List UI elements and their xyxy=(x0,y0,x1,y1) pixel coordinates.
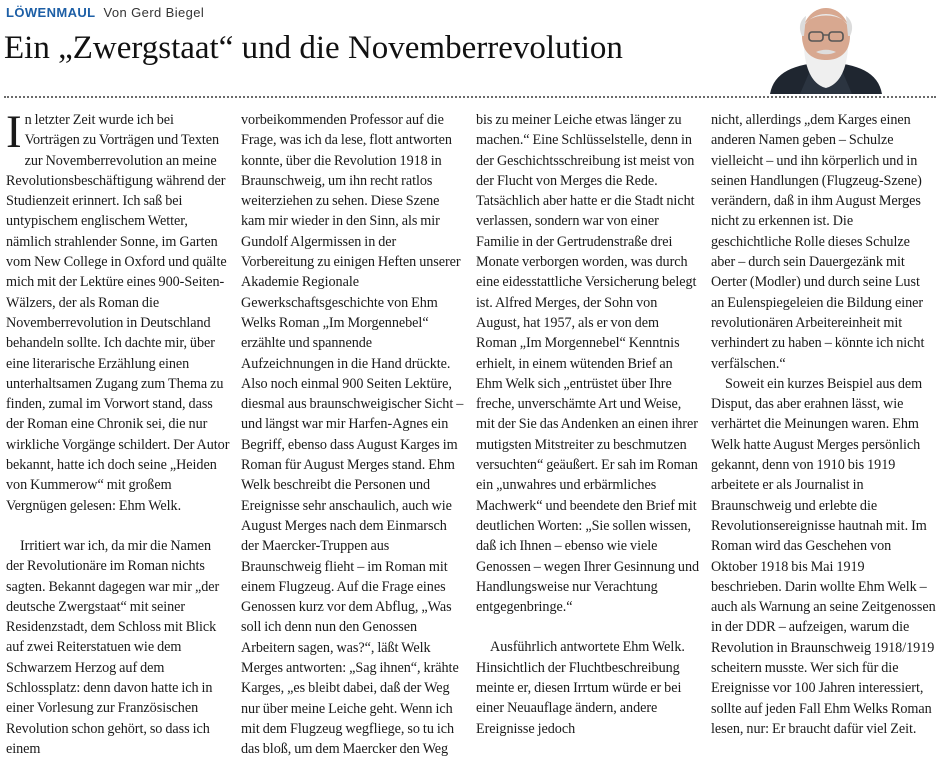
paragraph: nicht, allerdings „dem Karges einen anderen Namen geben – Schulze vielleicht – und ihn körperlich und in seinen Handlungen (Flugzeug-Szene) verändern, daß in ihm August Merges nicht zu erkennen ist. Die geschichtliche Rolle dieses Schulze aber – durch sein Dauergezänk mit Oerter (Modler) und durch seine Lust an Eulenspiegeleien die Bildung einer revolutionären Arbeitereinheit mit verhindert zu haben – könnte ich nicht verfälschen.“ xyxy=(711,112,925,372)
text-column-2 xyxy=(241,110,466,758)
text-column-4 xyxy=(711,110,936,737)
paragraph: vorbeikommenden Professor auf die Frage, was ich da lese, flott antworten konnte, über die Revolution 1918 in Braunschweig, um ihn recht ratlos weiterziehen zu sehen. Diese Szene kam mir wieder in den Sinn, als mir Gundolf Algermissen in der Vorbereitung zu einigen Heften unserer Akademie Regionale Gewerkschaftsgeschichte von Ehm Welks Roman „Im Morgennebel“ erzählte und spannende Aufzeichnungen in die Hand drückte. Also noch einmal 900 Seiten Lektüre, diesmal aus braunschweigischer Sicht – und längst war mir Harfen-Agnes ein Begriff, ebenso dass August Karges im Roman für August Merges stand. Ehm Welk beschreibt die Personen und Ereignisse sehr anschaulich, auch wie August Merges nach dem Einmarsch der Maercker-Truppen aus Braunschweig flieht – im Roman mit einem Flugzeug. Auf die Frage eines Genossen kurz vor dem Abflug, „Was soll ich denn nun den Genossen Arbeitern sagen, was?“, läßt Welk Merges antworten: „Sag ihnen“, krähte Karges, „es bleibt dabei, daß der Weg nur über meine Leiche geht. Wenn ich mit dem Flugzeug wegfliege, so tu ich das bloß, um dem Maercker den Weg xyxy=(241,112,464,758)
text-column-1 xyxy=(6,106,231,757)
article-headline: Ein „Zwergstaat“ und die Novemberrevolution xyxy=(4,30,623,66)
paragraph: Irritiert war ich, da mir die Namen der Revolutionäre im Roman nichts sagten. Bekannt dagegen war mir „der deutsche Zwergstaat“ mit seiner Residenzstadt, dem Schloss mit Blick auf zwei Reiterstatuen wie dem Schwarzem Herzog auf dem Schlossplatz: denn davon hatte ich in einer Vorlesung zur Französischen Revolution schon gehört, so dass ich einem xyxy=(6,537,220,757)
header-divider xyxy=(4,96,936,98)
author-byline: Von Gerd Biegel xyxy=(103,5,205,20)
paragraph: Soweit ein kurzes Beispiel aus dem Disput, das aber erahnen lässt, wie verhärtet die Meinungen waren. Ehm Welk hatte August Merges persönlich gekannt, denn von 1910 bis 1919 arbeitete er als Journalist in Braunschweig und erlebte die Revolutionsereignisse hautnah mit. Im Roman wird das Geschehen von Oktober 1918 bis Mai 1919 beschrieben. Darin wollte Ehm Welk – auch als Warnung an seine Zeitgenossen in der DDR – aufzeigen, warum die Revolution in Braunschweig 1918/1919 scheitern musste. Wer sich für die Ereignisse vor 100 Jahren interessiert, sollte auf jeden Fall Ehm Welks Roman lesen, nur: Er braucht dafür viel Zeit. xyxy=(711,375,936,737)
article-body xyxy=(6,106,936,758)
dropcap: I xyxy=(6,106,22,158)
paragraph-intro-text: n letzter Zeit wurde ich bei Vorträgen zu Vorträgen und Texten zur Novemberrevolution an meine Revolutionsbeschäftigung während der Studienzeit erinnert. Ich saß bei untypischem englischem Wetter, nämlich strahlender Sonne, im Garten vom New College in Oxford und quälte mich mit der Lektüre eines 900-Seiten-Wälzers, der als Roman die Novemberrevolution in Deutschland behandeln sollte. Ich dachte mir, über eine literarische Erzählung einen unterhaltsamen Zugang zum Thema zu finden, zumal im Vorwort stand, dass der Roman eine Chronik sei, die nur wirkliche Vorgänge schildert. Der Autor bekannt, hatte ich doch seine „Heiden von Kummerow“ mit großem Vergnügen gelesen: Ehm Welk. xyxy=(6,112,230,514)
portrait-illustration xyxy=(760,2,892,94)
column-rubric: LÖWENMAUL xyxy=(6,5,96,20)
paragraph: Ausführlich antwortete Ehm Welk. Hinsichtlich der Fluchtbeschreibung meinte er, diesen Irrtum würde er bei einer Neuauflage ändern, andere Ereignisse jedoch xyxy=(476,639,685,737)
author-portrait xyxy=(760,2,892,94)
text-column-3 xyxy=(476,110,701,737)
paragraph: bis zu meiner Leiche etwas länger zu machen.“ Eine Schlüsselstelle, denn in der Geschichtsschreibung ist meist von der Flucht von Merges die Rede. Tatsächlich aber hatte er die Stadt nicht verlassen, sondern war von einer Familie in der Gertrudenstraße drei Monate verborgen worden, was durch eine eidesstattliche Versicherung belegt ist. Alfred Merges, der Sohn von August, hat 1957, als er von dem Roman „Im Morgennebel“ Kenntnis erhielt, in einem wütenden Brief an Ehm Welk sich „entrüstet über Ihre freche, unverschämte Art und Weise, mit der Sie das Andenken an einen ihrer mutigsten Mitstreiter zu beschmutzen versuchten“ geäußert. Er sah im Roman ein „unwahres und erbärmliches Machwerk“ und beendete den Brief mit deutlichen Worten: „Sie sollen wissen, daß ich Ihnen – ebenso wie viele Genossen – wegen Ihrer Gesinnung und Handlungsweise nur Verachtung entgegenbringe.“ xyxy=(476,112,700,616)
column-kicker xyxy=(6,5,204,20)
paragraph-intro xyxy=(6,106,231,516)
